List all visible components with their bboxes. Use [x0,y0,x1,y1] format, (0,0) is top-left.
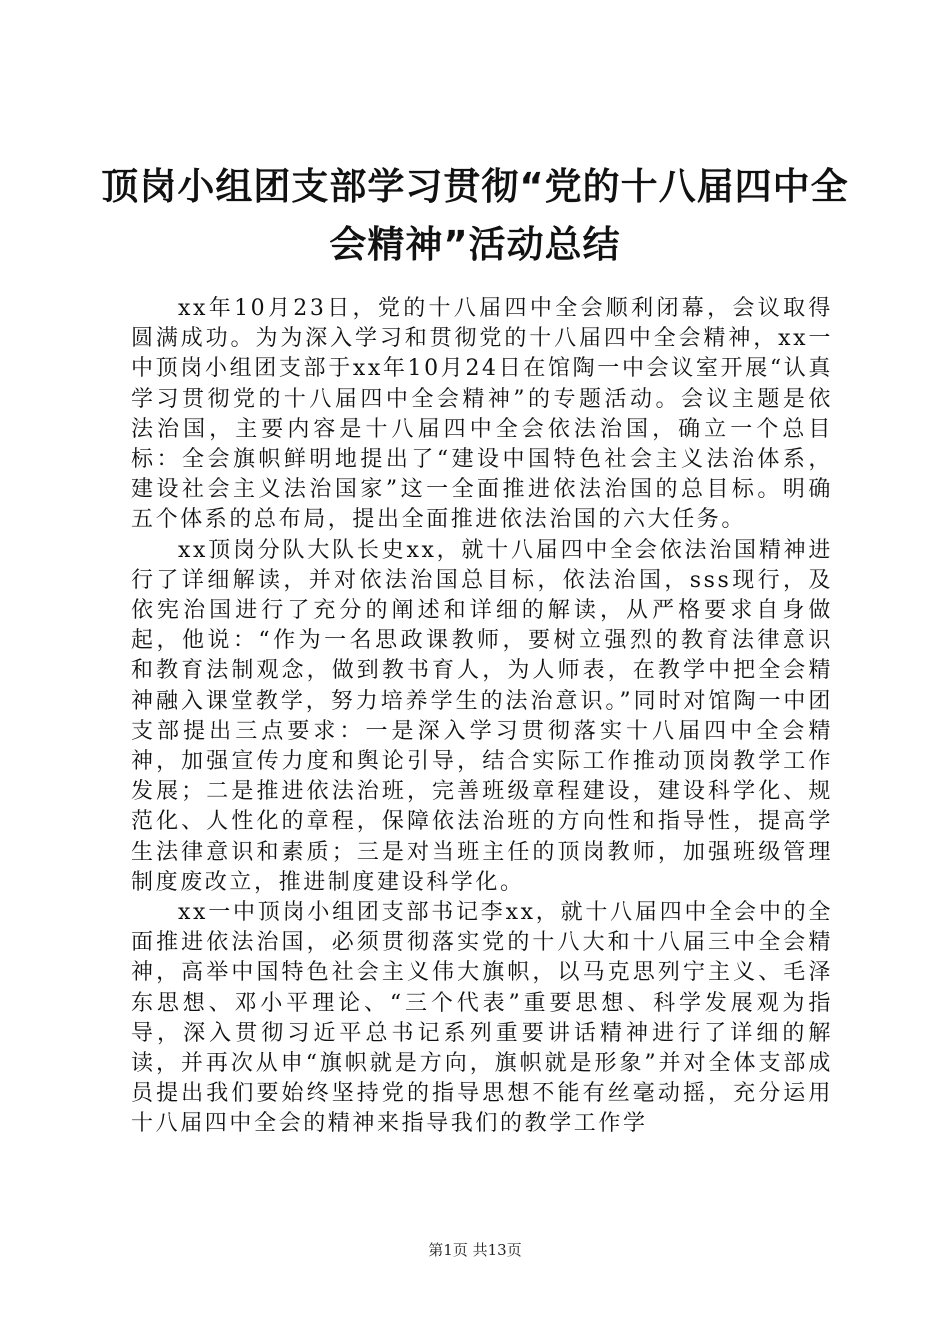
paragraph: xx顶岗分队大队长史xx，就十八届四中全会依法治国精神进行了详细解读，并对依法治国总目标，依法治国，sss现行，及依宪治国进行了充分的阐述和详细的解读，从严格要求自身做起，他说：“作为一名思政课教师，要树立强烈的教育法律意识和教育法制观念，做到教书育人，为人师表，在教学中把全会精神融入课堂教学，努力培养学生的法治意识。”同时对馆陶一中团支部提出三点要求：一是深入学习贯彻落实十八届四中全会精神，加强宣传力度和舆论引导，结合实际工作推动顶岗教学工作发展；二是推进依法治班，完善班级章程建设，建设科学化、规范化、人性化的章程，保障依法治班的方向性和指导性，提高学生法律意识和素质；三是对当班主任的顶岗教师，加强班级管理制度废改立，推进制度建设科学化。 [131,537,833,895]
paragraph: xx一中顶岗小组团支部书记李xx，就十八届四中全会中的全面推进依法治国，必须贯彻落实党的十八大和十八届三中全会精神，高举中国特色社会主义伟大旗帜，以马克思列宁主义、毛泽东思想、邓小平理论、“三个代表”重要思想、科学发展观为指导，深入贯彻习近平总书记系列重要讲话精神进行了详细的解读，并再次从申“旗帜就是方向，旗帜就是形象”并对全体支部成员提出我们要始终坚持党的指导思想不能有丝毫动摇，充分运用十八届四中全会的精神来指导我们的教学工作学 [131,900,833,1137]
paragraph: xx年10月23日，党的十八届四中全会顺利闭幕，会议取得圆满成功。为为深入学习和贯彻党的十八届四中全会精神，xx一中顶岗小组团支部于xx年10月24日在馆陶一中会议室开展“认真学习贯彻党的十八届四中全会精神”的专题活动。会议主题是依法治国，主要内容是十八届四中全会依法治国，确立一个总目标：全会旗帜鲜明地提出了“建设中国特色社会主义法治体系，建设社会主义法治国家”这一全面推进依法治国的总目标。明确五个体系的总布局，提出全面推进依法治国的六大任务。 [131,296,833,533]
page-number-footer: 第1页 共13页 [428,1241,522,1259]
document-body [131,294,833,1140]
document-title: 顶岗小组团支部学习贯彻“党的十八届四中全会精神”活动总结 [101,165,849,266]
